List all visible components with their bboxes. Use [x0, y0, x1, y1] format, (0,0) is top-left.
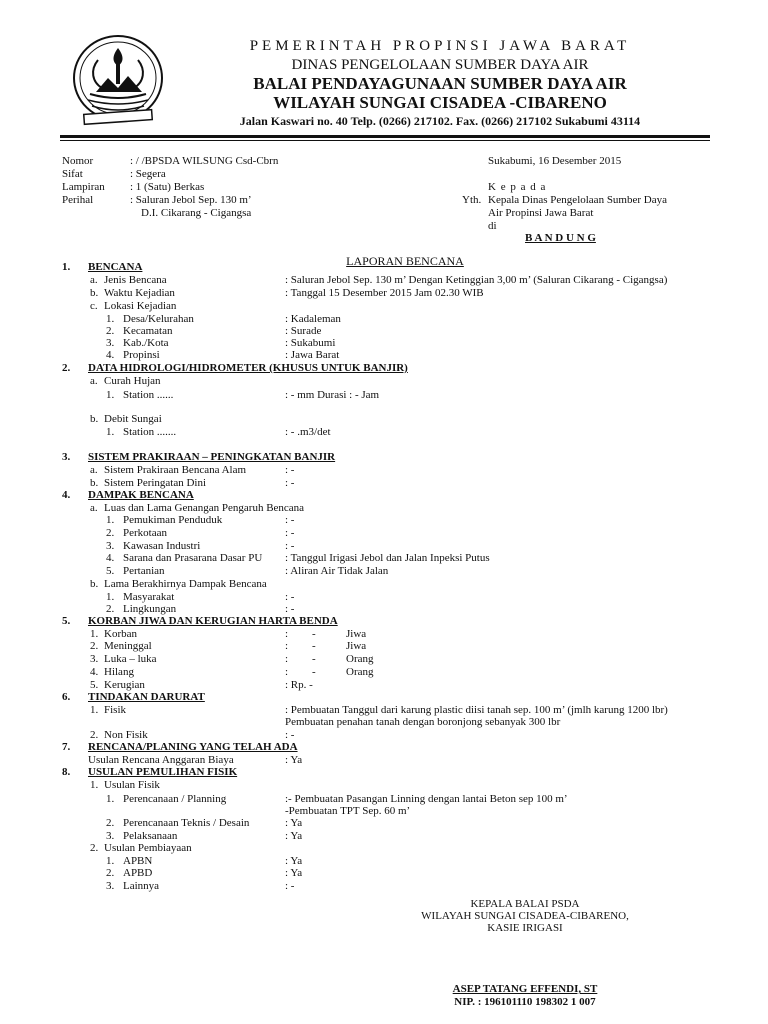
item-count: - [312, 640, 316, 652]
item-label: Lainnya [123, 880, 160, 892]
item-marker: 2. [106, 527, 115, 539]
item-label: Luka – luka [104, 653, 157, 665]
recipient-city: B A N D U N G [525, 232, 596, 244]
kepada-label: K e p a d a [488, 181, 547, 193]
item-marker: 3. [106, 540, 115, 552]
item-label: Kawasan Industri [123, 540, 201, 552]
nomor-value: : / /BPSDA WILSUNG Csd-Cbrn [130, 155, 279, 167]
section-number: 2. [62, 362, 71, 374]
signatory-nip: NIP. : 196101110 198302 1 007 [454, 996, 596, 1008]
item-marker: b. [90, 287, 99, 299]
perihal-value-2: D.I. Cikarang - Cigangsa [141, 207, 252, 219]
item-value: : - [285, 603, 295, 615]
letterhead-line-3: BALAI PENDAYAGUNAAN SUMBER DAYA AIR [253, 74, 627, 93]
perihal-value-1: : Saluran Jebol Sep. 130 m’ [130, 194, 252, 206]
item-value: : Saluran Jebol Sep. 130 m’ Dengan Ketinggian 3,00 m’ (Saluran Cikarang - Cigangsa) [285, 274, 668, 286]
header-rule-thin [60, 140, 710, 141]
item-unit: Orang [346, 653, 374, 665]
perihal-label: Perihal [62, 194, 94, 206]
item-label: Luas dan Lama Genangan Pengaruh Bencana [104, 502, 305, 514]
item-label: Jenis Bencana [104, 274, 167, 286]
item-marker: 1. [90, 779, 99, 791]
recipient-line-1: Kepala Dinas Pengelolaan Sumber Daya [488, 194, 667, 206]
item-label: Masyarakat [123, 591, 175, 603]
item-label: Usulan Rencana Anggaran Biaya [88, 754, 234, 766]
item-value: : Ya [285, 867, 303, 879]
item-label: Perkotaan [123, 527, 167, 539]
item-value: : - [285, 514, 295, 526]
item-marker: 2. [90, 729, 99, 741]
item-label: Lama Berakhirnya Dampak Bencana [104, 578, 267, 590]
item-label: Waktu Kejadian [104, 287, 175, 299]
item-marker: 2. [106, 603, 115, 615]
item-value: -Pembuatan TPT Sep. 60 m’ [285, 805, 411, 817]
item-marker: 4. [90, 666, 99, 678]
item-label: Desa/Kelurahan [123, 313, 194, 325]
item-marker: b. [90, 413, 99, 425]
item-count: - [312, 628, 316, 640]
item-value: : - [285, 464, 295, 476]
item-unit: Jiwa [346, 640, 367, 652]
letterhead-address: Jalan Kaswari no. 40 Telp. (0266) 217102. Fax. (0266) 217102 Sukabumi 43114 [239, 114, 641, 128]
item-label: Korban [104, 628, 137, 640]
section-number: 3. [62, 451, 71, 463]
nomor-label: Nomor [62, 155, 94, 167]
item-label: Station ...... [123, 389, 174, 401]
item-label: Pelaksanaan [123, 830, 178, 842]
item-label: Lokasi Kejadian [104, 300, 177, 312]
section-heading: SISTEM PRAKIRAAN – PENINGKATAN BANJIR [88, 451, 336, 463]
item-label: Fisik [104, 704, 127, 716]
item-label: Sarana dan Prasarana Dasar PU [123, 552, 263, 564]
signatory-name: ASEP TATANG EFFENDI, ST [452, 983, 598, 995]
section-number: 4. [62, 489, 71, 501]
section-heading: DATA HIDROLOGI/HIDROMETER (KHUSUS UNTUK BANJIR) [88, 362, 408, 374]
item-label: Kab./Kota [123, 337, 169, 349]
section-heading: RENCANA/PLANING YANG TELAH ADA [88, 741, 298, 753]
item-marker: 5. [106, 565, 115, 577]
item-value: : Ya [285, 754, 303, 766]
section-number: 7. [62, 741, 71, 753]
item-label: Pertanian [123, 565, 165, 577]
item-label: Lingkungan [123, 603, 177, 615]
section-number: 1. [62, 261, 71, 273]
lampiran-label: Lampiran [62, 181, 105, 193]
item-marker: 1. [106, 313, 115, 325]
report-title: LAPORAN BENCANA [346, 254, 464, 268]
item-marker: a. [90, 502, 98, 514]
item-marker: 2. [90, 842, 99, 854]
item-marker: 1. [106, 514, 115, 526]
item-marker: 4. [106, 349, 115, 361]
item-value: : Surade [285, 325, 322, 337]
item-value: : Kadaleman [285, 313, 341, 325]
item-value: : Pembuatan Tanggul dari karung plastic diisi tanah sep. 100 m’ (jmlh karung 1200 lbr) [285, 704, 668, 716]
section-heading: KORBAN JIWA DAN KERUGIAN HARTA BENDA [88, 615, 338, 627]
item-marker: 4. [106, 552, 115, 564]
item-marker: 1. [106, 793, 115, 805]
item-label: Sistem Prakiraan Bencana Alam [104, 464, 247, 476]
letter-date: Sukabumi, 16 Desember 2015 [488, 155, 622, 167]
yth-label: Yth. [462, 194, 482, 206]
item-marker: 1. [106, 591, 115, 603]
item-marker: 1. [106, 389, 115, 401]
item-label: Sistem Peringatan Dini [104, 477, 207, 489]
signature-title-1: KEPALA BALAI PSDA [470, 898, 580, 910]
item-value: : - [285, 880, 295, 892]
lampiran-value: : 1 (Satu) Berkas [130, 181, 205, 193]
item-value: : [285, 666, 289, 678]
item-marker: 2. [106, 867, 115, 879]
item-marker: 1. [106, 426, 115, 438]
item-unit: Jiwa [346, 628, 367, 640]
item-value: : - [285, 729, 295, 741]
item-marker: 2. [106, 817, 115, 829]
item-marker: 2. [106, 325, 115, 337]
item-label: Debit Sungai [104, 413, 162, 425]
item-label: Kecamatan [123, 325, 173, 337]
item-value: : [285, 640, 289, 652]
item-marker: a. [90, 274, 98, 286]
item-label: Propinsi [123, 349, 160, 361]
item-value: : [285, 628, 289, 640]
sifat-label: Sifat [62, 168, 83, 180]
item-marker: 1. [106, 855, 115, 867]
section-heading: USULAN PEMULIHAN FISIK [88, 766, 238, 778]
item-marker: 3. [106, 880, 115, 892]
item-value: : Rp. - [285, 679, 313, 691]
item-value: : Tanggul Irigasi Jebol dan Jalan Inpeksi Putus [285, 552, 490, 564]
item-marker: a. [90, 375, 98, 387]
item-value: : [285, 653, 289, 665]
section-heading: BENCANA [88, 261, 143, 273]
header-rule-thick [60, 135, 710, 138]
item-value: : - [285, 527, 295, 539]
item-value: : Ya [285, 817, 303, 829]
item-value: : Sukabumi [285, 337, 336, 349]
item-value: : Ya [285, 855, 303, 867]
item-label: Non Fisik [104, 729, 148, 741]
item-count: - [312, 666, 316, 678]
item-count: - [312, 653, 316, 665]
item-marker: b. [90, 578, 99, 590]
item-value: : - [285, 591, 295, 603]
item-value: : - [285, 477, 295, 489]
item-value: : Ya [285, 830, 303, 842]
di-label: di [488, 220, 497, 232]
letterhead-line-4: WILAYAH SUNGAI CISADEA -CIBARENO [273, 93, 607, 112]
sifat-value: : Segera [130, 168, 166, 180]
item-label: Station ....... [123, 426, 177, 438]
section-number: 5. [62, 615, 71, 627]
item-value: Pembuatan penahan tanah dengan boronjong sebanyak 300 lbr [285, 716, 561, 728]
item-label: Usulan Pembiayaan [104, 842, 192, 854]
section-number: 6. [62, 691, 71, 703]
item-marker: 3. [90, 653, 99, 665]
item-marker: b. [90, 477, 99, 489]
item-marker: 3. [106, 830, 115, 842]
signature-title-2: WILAYAH SUNGAI CISADEA-CIBARENO, [421, 910, 629, 922]
item-value: : Aliran Air Tidak Jalan [285, 565, 389, 577]
item-value: : - .m3/det [285, 426, 331, 438]
section-heading: TINDAKAN DARURAT [88, 691, 205, 703]
emblem-logo [68, 30, 168, 130]
item-marker: 2. [90, 640, 99, 652]
section-heading: DAMPAK BENCANA [88, 489, 194, 501]
item-value: : Jawa Barat [285, 349, 340, 361]
letterhead-line-2: DINAS PENGELOLAAN SUMBER DAYA AIR [291, 57, 589, 73]
item-marker: c. [90, 300, 98, 312]
item-label: Curah Hujan [104, 375, 161, 387]
item-value: : - mm Durasi : - Jam [285, 389, 380, 401]
item-label: Usulan Fisik [104, 779, 160, 791]
item-label: Hilang [104, 666, 134, 678]
item-value: : - [285, 540, 295, 552]
item-value: : Tanggal 15 Desember 2015 Jam 02.30 WIB [285, 287, 484, 299]
item-marker: 5. [90, 679, 99, 691]
item-marker: 1. [90, 704, 99, 716]
item-marker: 1. [90, 628, 99, 640]
item-label: Kerugian [104, 679, 145, 691]
letterhead-line-1: PEMERINTAH PROPINSI JAWA BARAT [249, 38, 631, 54]
item-marker: 3. [106, 337, 115, 349]
item-label: Perencanaan Teknis / Desain [123, 817, 250, 829]
item-value: :- Pembuatan Pasangan Linning dengan lantai Beton sep 100 m’ [285, 793, 568, 805]
item-unit: Orang [346, 666, 374, 678]
item-marker: a. [90, 464, 98, 476]
signature-title-3: KASIE IRIGASI [487, 922, 563, 934]
item-label: Pemukiman Penduduk [123, 514, 223, 526]
item-label: APBD [123, 867, 153, 879]
section-number: 8. [62, 766, 71, 778]
item-label: Meninggal [104, 640, 152, 652]
item-label: APBN [123, 855, 153, 867]
item-label: Perencanaan / Planning [123, 793, 227, 805]
recipient-line-2: Air Propinsi Jawa Barat [488, 207, 594, 219]
